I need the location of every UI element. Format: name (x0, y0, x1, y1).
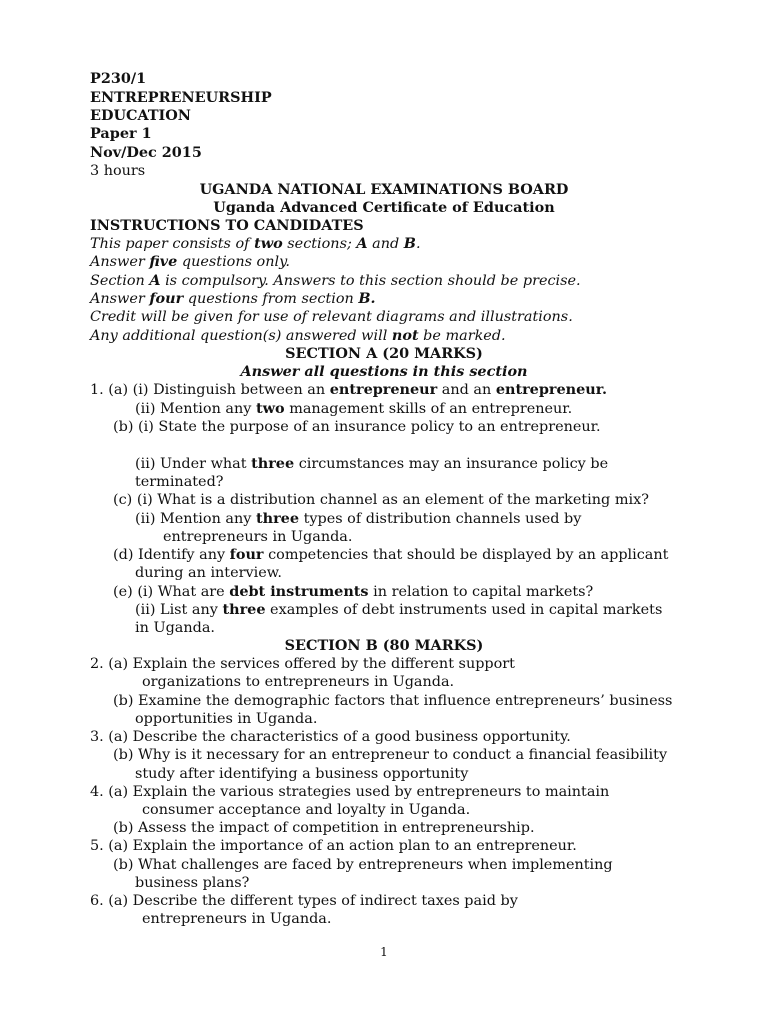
question-5b-cont: business plans? (135, 875, 250, 891)
question-1c-ii: (ii) Mention any three types of distribution channels used by (135, 510, 582, 527)
subject-line-2: EDUCATION (90, 107, 191, 124)
question-4b: (b) Assess the impact of competition in entrepreneurship. (113, 820, 535, 836)
exam-duration: 3 hours (90, 163, 146, 179)
question-2b-cont: opportunities in Uganda. (135, 711, 318, 727)
question-3b-cont: study after identifying a business opportunity (135, 766, 469, 782)
instruction-line: Answer five questions only. (90, 253, 290, 270)
instruction-line: Answer four questions from section B. (90, 290, 376, 307)
question-3a: 3. (a) Describe the characteristics of a good business opportunity. (90, 729, 571, 745)
question-1d-cont: during an interview. (135, 565, 282, 581)
section-b-title: SECTION B (80 MARKS) (284, 637, 484, 654)
paper-code: P230/1 (90, 70, 147, 87)
question-1b-i: (b) (i) State the purpose of an insurance policy to an entrepreneur. (113, 419, 601, 435)
exam-board: UGANDA NATIONAL EXAMINATIONS BOARD (199, 181, 569, 198)
question-1c-i: (c) (i) What is a distribution channel as an element of the marketing mix? (113, 492, 649, 508)
page-number: 1 (380, 945, 388, 959)
instruction-line: This paper consists of two sections; A and B. (90, 235, 421, 252)
question-2a-cont: organizations to entrepreneurs in Uganda. (142, 674, 455, 690)
question-1a-ii: (ii) Mention any two management skills of an entrepreneur. (135, 400, 573, 417)
paper-number: Paper 1 (90, 125, 152, 142)
question-1c-ii-cont: entrepreneurs in Uganda. (163, 529, 353, 545)
question-1e-i: (e) (i) What are debt instruments in relation to capital markets? (113, 583, 594, 600)
instruction-line: Credit will be given for use of relevant diagrams and illustrations. (90, 309, 573, 325)
exam-date: Nov/Dec 2015 (90, 144, 202, 161)
question-3b: (b) Why is it necessary for an entrepreneur to conduct a financial feasibility (113, 747, 668, 763)
question-1b-ii: (ii) Under what three circumstances may an insurance policy be (135, 455, 609, 472)
question-6a: 6. (a) Describe the different types of indirect taxes paid by (90, 893, 518, 909)
question-2a: 2. (a) Explain the services offered by the different support (90, 656, 515, 672)
question-6a-cont: entrepreneurs in Uganda. (142, 911, 332, 927)
question-1d: (d) Identify any four competencies that should be displayed by an applicant (113, 546, 669, 563)
question-5a: 5. (a) Explain the importance of an action plan to an entrepreneur. (90, 838, 577, 854)
question-5b: (b) What challenges are faced by entrepreneurs when implementing (113, 857, 613, 873)
question-1a-i: 1. (a) (i) Distinguish between an entrepreneur and an entrepreneur. (90, 381, 607, 398)
question-4a: 4. (a) Explain the various strategies used by entrepreneurs to maintain (90, 784, 610, 800)
question-1b-ii-cont: terminated? (135, 474, 224, 490)
question-2b: (b) Examine the demographic factors that influence entrepreneurs’ business (113, 693, 673, 709)
certificate-title: Uganda Advanced Certificate of Education (213, 199, 555, 216)
instructions-title: INSTRUCTIONS TO CANDIDATES (90, 217, 364, 234)
section-a-title: SECTION A (20 MARKS) (285, 345, 483, 362)
instruction-line: Section A is compulsory. Answers to this section should be precise. (90, 272, 581, 289)
question-1e-ii-cont: in Uganda. (135, 620, 215, 636)
question-1e-ii: (ii) List any three examples of debt instruments used in capital markets (135, 601, 663, 618)
instruction-line: Any additional question(s) answered will not be marked. (90, 327, 506, 344)
question-4a-cont: consumer acceptance and loyalty in Uganda. (142, 802, 471, 818)
section-a-subtitle: Answer all questions in this section (240, 363, 528, 380)
subject-line-1: ENTREPRENEURSHIP (90, 89, 272, 106)
